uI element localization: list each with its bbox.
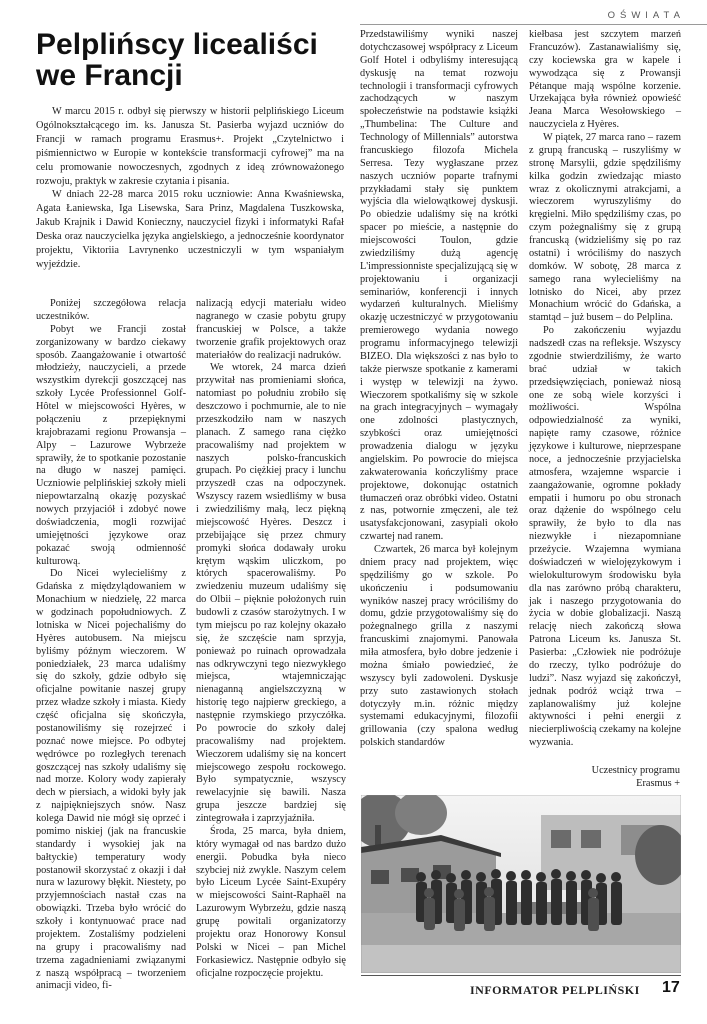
paragraph: Do Nicei wylecieliśmy z Gdańska z międzylądowaniem w Monachium w niedzielę, 22 marca w godzinach popołudniowych. Z lotniska w Nicei pojechaliśmy do Hyères autobusem. Na miejscu byliśmy późnym wieczorem. W poniedziałek, 23 marca udaliśmy się do szkoły, gdzie odbyło się oficjalne powitanie naszej grupy przez władze szkoły i miasta. Kiedy część oficjalna się skończyła, postanowiliśmy się rozejrzeć i poznać nowe miejsce. Po odbytej wędrówce po rozległych terenach goszczącej nas szkoły udaliśmy się nad morze. Kolory wody zapierały dech w piersiach, a widoki były jak z najpiękniejszych snów. Nasz kolega Dawid nie mógł się oprzeć i pomimo niskiej (jak na francuskie standardy i wysokiej jak na bałtyckie) temperatury wody postanowił skorzystać z okazji i dał nura w lazurowy błękit. Niestety, po przyjemnościach nastał czas na obowiązki. Trzeba było wrócić do szkoły i kontynuować prace nad projektem. Zostaliśmy podzieleni na grupy i pracowaliśmy nad trzema zagadnieniami związanymi z naszą współpracą – tworzeniem animacji video, fi- (36, 568, 186, 992)
paragraph: Czwartek, 26 marca był kolejnym dniem pracy nad projektem, więc spędziliśmy go w szkole. Po ukończeniu i podsumowaniu wyników naszej pracy wróciliśmy do domu, gdzie przygotowaliśmy się do pożegnalnego grilla z naszymi francuskimi znajomymi. Panowała miła atmosfera, było dobre jedzenie i można śmiało powiedzieć, że wszyscy byli zadowoleni. Dyskusje przy suto zastawionych stołach dotyczyły m.in. różnic między systemami edukacyjnymi, filozofii grillowania (czy spalona według polskich standardów (360, 544, 518, 749)
article-signature (540, 765, 680, 791)
paragraph: nalizacją edycji materiału wideo nagranego w czasie pobytu grupy francuskiej w Polsce, a także tworzenie grafik projektowych oraz materiałów do realizacji nadruków. (196, 298, 346, 361)
footer-rule (361, 975, 681, 976)
paragraph: Poniżej szczegółowa relacja uczestników. (36, 298, 186, 322)
lead-paragraph: W marcu 2015 r. odbył się pierwszy w historii pelplińskiego Liceum Ogólnokształcącego im. ks. Janusza St. Pasierba wyjazd uczniów do Francji w ramach programu Erasmus+. Projekt „Czytelnictwo i piśmiennictwo w Europie w kontekście transformacji cyfrowej” ma na celu promowanie nowoczesnych, zgodnych z ideą zrównoważonego rozwoju, praktyk w zakresie czytania i pisania. (36, 106, 344, 187)
signature-line: Erasmus + (636, 777, 680, 789)
paragraph: W piątek, 27 marca rano – razem z grupą francuską – ruszyliśmy w stronę Marsylii, gdzie spędziliśmy kilka godzin zwiedzając miasto wraz z okolicznymi atrakcjami, a wieczorem wyruszyliśmy do kręgielni. Miło spędziliśmy czas, po czym pożegnaliśmy się z grupą francuską (widzieliśmy się po raz ostatni) i wróciliśmy do naszych domków. W sobotę, 28 marca z samego rana wylecieliśmy na lotnisko do Nicei, aby przez Monachium wrócić do Gdańska, a stamtąd – już busem – do Pelplina. (529, 132, 681, 324)
group-photo (361, 795, 681, 973)
lead-paragraph: W dniach 22-28 marca 2015 roku uczniowie: Anna Kwaśniewska, Agata Łaniewska, Iga Lisewska, Sara Prinz, Magdalena Tuszkowska, Jakub Krajnik i Dawid Konieczny, nauczyciel fizyki i informatyki Rafał Deska oraz nauczycielka języka angielskiego, a jednocześnie koordynator projektu, Viktoriia Lavrynenko uczestniczyli w tym wspaniałym wyjeździe. (36, 189, 344, 270)
page-number: 17 (662, 979, 680, 996)
paragraph: Środa, 25 marca, była dniem, który wymagał od nas bardzo dużo energii. Pobudka była nieco szybciej niż zwykle. Naszym celem było Liceum Lycée Saint-Exupéry w miejscowości Saint-Raphaël na Lazurowym Wybrzeżu, gdzie naszą grupę powitali organizatorzy projektu oraz Honorowy Konsul Polski w Nicei – pan Michel Forkasiewicz. Następnie odbyło się oficjalne rozpoczęcie projektu. (196, 825, 346, 979)
paragraph: kiełbasa jest szczytem marzeń Francuzów). Zastanawialiśmy się, czy kociewska gra w kapele i wywodząca się z Prowansji Pétanque mają wspólne korzenie. Urzekająca była również opowieść Jeana Marca Wesołowskiego – nauczyciela z Hyères. (529, 29, 681, 131)
section-header-bar (360, 0, 707, 25)
paragraph: Pobyt we Francji został zorganizowany w bardzo ciekawy sposób. Zaangażowanie i otwartość młodzieży, nauczycieli, a przede wszystkim dyrekcji goszczącej nas szkoły Lycée Professionnel Golf-Hôtel w miejscowości Hyères, w połączeniu z przepięknymi krajobrazami regionu Prowansja – Alpy – Lazurowe Wybrzeże sprawiły, że to spotkanie pozostanie na długo w naszej pamięci. Uczniowie pelplińskiej szkoły mieli niepowtarzalną okazję pozyskać nowych przyjaciół i zdobyć nowe doświadczenia, mogli rozwijać umiejętności językowe oraz pokazać swoją odmienność kulturową. (36, 323, 186, 567)
article-title: Pelplińscy licealiści we Francji (36, 28, 318, 92)
article-lead (36, 105, 344, 272)
section-label: OŚWIATA (607, 10, 685, 21)
paragraph: Po zakończeniu wyjazdu nadszedł czas na refleksje. Wszyscy zgodnie stwierdziliśmy, że warto brać udział w takich przedsięwzięciach, ponieważ niosą one ze sobą wiele korzyści i możliwości. Wspólna odpowiedzialność za wyniki, napięte ramy czasowe, różnice językowe i kulturowe, nieprzespane noce, a jednocześnie przyjacielska atmosfera, wzajemne wsparcie i zaangażowanie, ogromne pokłady empatii i humoru po obu stronach oraz dążenie do wspólnego celu sprawiły, że było to dla nas niezwykłe i niezapomniane przeżycie. Wzajemna wymiana doświadczeń w wielojęzykowym i wielokulturowym środowisku była dla nas zarówno próbą charakteru, jak i naszego przygotowania do życia w dobie globalizacji. Naszą relację niech zakończą słowa Patrona Liceum ks. Janusza St. Pasierba: „Człowiek nie podróżuje do rzeczy, tylko podróżuje do ludzi”. Nasz wyjazd się zakończył, jednak podróż wciąż trwa – zaplanowaliśmy już kolejne aktywności i pełni energii z niecierpliwością czekamy na kolejne wyzwania. (529, 325, 681, 749)
text-column-3 (360, 29, 518, 750)
signature-line: Uczestnicy programu (591, 765, 680, 776)
text-column-1 (36, 298, 186, 993)
paragraph: We wtorek, 24 marca dzień przywitał nas promieniami słońca, natomiast po południu zrobiło się deszczowo i pochmurnie, ale to nie przeszkodziło nam w naszych planach. Z samego rana ciężko pracowaliśmy nad projektem w naszych polsko-francuskich grupach. Po ciężkiej pracy i lunchu przyszedł czas na odpoczynek. Wszyscy razem wsiedliśmy w busa i zwiedziliśmy małą, lecz piękną miejscowość Hyères. Deszcz i przebijające się przez chmury promyki słońca dodawały uroku krętym wąskim uliczkom, po których spacerowaliśmy. Po zwiedzeniu muzeum udaliśmy się do Olbii – pięknie położonych ruin budowli z czasów starożytnych. I w tym miejscu po raz kolejny okazało się, że szczęście nam sprzyja, ponieważ po ruinach oprowadzała nas odkrywczyni tego niezwykłego miejsca, wtajemniczając nienaganną angielszczyzną w historię tego najpierw greckiego, a następnie rzymskiego przyczółka. Po powrocie do szkoły dalej pracowaliśmy nad projektem. Wieczorem udaliśmy się na koncert miejscowego zespołu rockowego. Było sympatycznie, wszyscy rewelacyjnie się bawili. Nasza grupa jeszcze bardziej się zintegrowała i zaprzyjaźniła. (196, 362, 346, 824)
text-column-4 (529, 29, 681, 750)
text-column-2 (196, 298, 346, 980)
publication-name: INFORMATOR PELPLIŃSKI (470, 983, 640, 997)
group-photo-image (361, 795, 681, 973)
paragraph: Przedstawiliśmy wyniki naszej dotychczasowej współpracy z Liceum Golf Hotel i odbyliśmy interesującą dyskusję na temat rozwoju technologii i transformacji cyfrowych zachodzących w naszym społeczeństwie na podstawie książki „Thumbelina: The Culture and Technology of Millennials” autorstwa francuskiego filozofa Michela Serresa. Tezy wygłaszane przez naszych uczniów poparte trafnymi przykładami stały się punktem wyjścia dla wielowątkowej dyskusji. Po obiedzie udaliśmy się na krótki spacer po mieście, a następnie do miejscowości Toulon, gdzie zwiedziliśmy dużą agencję L'impressionniste specjalizującą się w projektowaniu i organizacji seminariów, konferencji i innych wydarzeń kulturalnych. Mieliśmy okazję uczestniczyć w przygotowaniu premierowego wydania nowego programu informacyjnego telewizji BIZEO. Dla większości z nas było to także pierwsze spotkanie z kamerami i występ w telewizji na żywo. Wieczorem spotkaliśmy się w szkole na grach integracyjnych – wymagały one zdolności plastycznych, szybkości oraz umiejętności prowadzenia dialogu w języku angielskim. Po powrocie do miejsca zakwaterowania kończyliśmy prace projektowe, dokonując ostatnich tłumaczeń oraz obróbki video. Ostatni z nas, potwornie zmęczeni, ale też usatysfakcjonowani, zasypiali około czwartej nad ranem. (360, 29, 518, 543)
